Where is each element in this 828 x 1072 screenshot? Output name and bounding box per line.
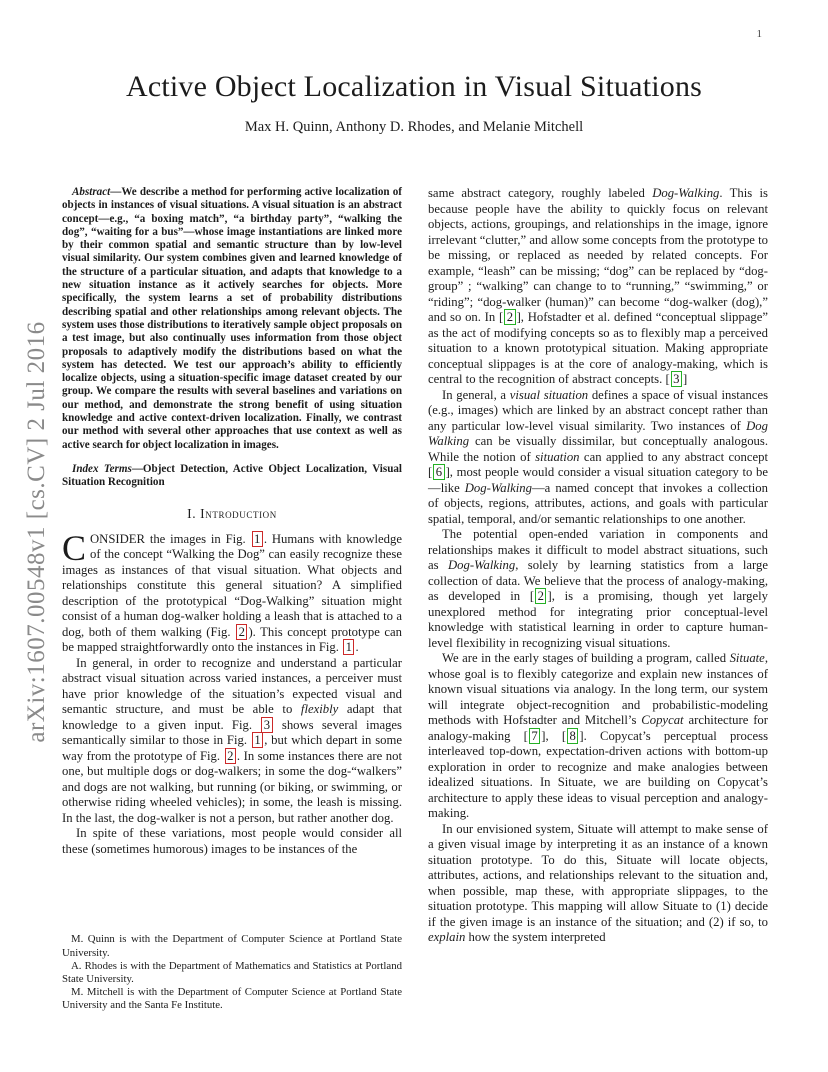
text-run: how the system interpreted	[465, 930, 606, 944]
text-run: Index Terms	[72, 462, 132, 475]
body-paragraph-2	[428, 388, 768, 528]
author-footnotes	[62, 933, 402, 1012]
intro-paragraph-1	[62, 527, 403, 656]
figure-ref-link[interactable]: 1	[252, 732, 263, 748]
text-run: , whose goal is to flexibly categorize and explain new instances of known visual situations via analogy. In the long term, our system will integrate object-recognition and probabilistic-modeling methods with Hofstadter and Mitchell’s	[428, 651, 768, 727]
text-run: .	[355, 640, 359, 655]
left-column	[62, 186, 402, 1012]
paper-header	[0, 70, 828, 136]
citation-link[interactable]: 8	[567, 728, 578, 744]
text-run: Situate	[729, 651, 765, 665]
citation-link[interactable]: 3	[671, 371, 682, 387]
text-run: explain	[428, 930, 466, 944]
text-run: can be visually dissimilar, but conceptually analogous. While the notion of	[428, 434, 768, 464]
citation-link[interactable]: 7	[529, 728, 540, 744]
citation-link[interactable]: 2	[535, 588, 546, 604]
text-run: . Humans with knowledge of the concept “Walking the Dog” can easily recognize these images as instances of that visual situation. What objects and relationships constitute this general situation? A simplified description of the prototypical “Dog-Walking” situation might consist of a human dog-walker holding a leash that is attached to a dog, both of them walking (Fig.	[62, 531, 403, 639]
text-run: —a named concept that invokes a collection of objects, regions, attributes, actions, and goals with particular spatial, temporal, and/or semantic relationships to one another.	[428, 480, 768, 526]
text-run: The potential open-ended variation in components and relationships makes it difficult to model abstract situations, such as	[428, 527, 768, 572]
text-run: shows several images semantically similar to those in Fig.	[62, 717, 402, 748]
paper-title: Active Object Localization in Visual Situations	[125, 70, 703, 103]
text-run: ], [	[541, 728, 567, 743]
body-paragraph-1	[428, 186, 768, 388]
text-run: Copycat	[641, 713, 684, 727]
body-paragraph-5	[428, 822, 768, 946]
figure-ref-link[interactable]: 3	[261, 717, 272, 733]
intro-paragraph-2	[62, 656, 402, 827]
text-run: In general, a	[442, 387, 510, 402]
text-run: same abstract category, roughly labeled	[428, 186, 653, 200]
text-run: , solely by learning statistics from a large collection of data. We believe that the process of analogy-making, as developed in [	[428, 558, 768, 603]
text-run: . In some instances there are not one, but multiple dogs or dog-walkers; in some the dog-“walkers” and dogs are not walking, but running (or biking, or swimming, or otherwise riding wheeled vehicles); in some, the leash is missing. In the last, the dog-walker is not a person, but rather another dog.	[62, 748, 402, 825]
text-run: Abstract	[72, 186, 111, 198]
figure-ref-link[interactable]: 2	[236, 624, 247, 640]
index-terms	[62, 463, 402, 490]
text-run: Dog-Walking	[464, 480, 532, 495]
citation-link[interactable]: 2	[504, 309, 515, 325]
paper-authors: Max H. Quinn, Anthony D. Rhodes, and Melanie Mitchell	[244, 119, 584, 135]
text-run: ]. Copycat’s perceptual process interleaved top-down, expectation-driven actions with bottom-up exploration in order to recognize and make analogies between idealized situations. In Situate, we are building on Copycat’s architecture to apply these ideas to visual perception and analogy-making.	[428, 728, 769, 820]
text-run: ONSIDER the images in Fig.	[90, 531, 251, 546]
text-run: can applied to any abstract concept [	[428, 449, 768, 479]
text-run: visual situation	[509, 387, 589, 402]
text-run: defines a space of visual instances (e.g., images) which are linked by an abstract concept rather than any particular low-level visual similarity. Two instances of	[428, 387, 769, 433]
text-run: Dog Walking	[428, 418, 768, 448]
text-run: In spite of these variations, most people would consider all these (sometimes humorous) images to be instances of the	[62, 826, 402, 856]
text-run: ). This concept prototype can be mapped straightforwardly onto the instances in Fig.	[62, 624, 402, 655]
body-paragraph-3	[428, 527, 768, 651]
text-run: situation	[535, 449, 580, 464]
text-run: adapt that knowledge to a given input. Fig.	[62, 702, 402, 732]
text-run: ], is a promising, though yet largely unexplored method for integrating prior conceptual-level knowledge with statistical learning in order to capture human-level flexibility in recognizing visual situations.	[428, 589, 768, 650]
text-run: architecture for analogy-making [	[428, 713, 769, 743]
figure-ref-link[interactable]: 1	[343, 639, 354, 655]
text-run: We are in the early stages of building a program, called	[442, 651, 730, 665]
text-run: Dog-Walking	[652, 186, 720, 200]
text-run: —Object Detection, Active Object Localization, Visual Situation Recognition	[62, 462, 402, 489]
footnote-rhodes: A. Rhodes is with the Department of Mathematics and Statistics at Portland State University.	[62, 959, 402, 985]
citation-link[interactable]: 6	[433, 464, 444, 480]
figure-ref-link[interactable]: 1	[252, 531, 263, 547]
intro-paragraph-3	[62, 826, 402, 857]
abstract	[62, 186, 402, 452]
arxiv-watermark: arXiv:1607.00548v1 [cs.CV] 2 Jul 2016	[23, 321, 50, 743]
text-run: . This is because people have the ability to quickly focus on relevant objects, actions, groupings, and relationships in the image, ignore irrelevant “clutter,” and allow some concepts from the prototype to be missing, or replaced as needed by related concepts. For example, “leash” can be missing; “dog” can be replaced by “dog-group” ; “walking” can change to to “running,” “swimming,” or “riding”; “dog-walker (human)” can become “dog-walker (dog),” and so on. In [	[428, 186, 768, 324]
text-run: ], most people would consider a visual situation category to be—like	[428, 465, 768, 495]
page-number: 1	[756, 28, 762, 40]
right-column	[428, 186, 768, 946]
text-run: flexibly	[300, 702, 339, 717]
text-run: In general, in order to recognize and understand a particular abstract visual situation across varied instances, a perceiver must have prior knowledge of the situation’s expected visual and semantic structure, and must be able to	[62, 655, 402, 717]
text-run: ], Hofstadter et al. defined “conceptual slippage” as the act of modifying concepts so as to flexibly map a perceived situation to a known prototypical situation. Making appropriate conceptual slippages is at the core of analogy-making, which is central to the recognition of abstract concepts. [	[428, 310, 768, 386]
text-run: , but which depart in some way from the prototype of Fig.	[62, 733, 402, 763]
text-run: —We describe a method for performing active localization of objects in instances of visual situations. A visual situation is an abstract concept—e.g., “a boxing match”, “a birthday party”, “walking the dog”, “waiting for a bus”—whose image instantiations are linked more by their common spatial and semantic structure than by low-level visual similarity. Our system combines given and learned knowledge of the structure of a particular situation, and adapts that knowledge to a new situation instance as it actively searches for objects. More specifically, the system learns a set of probability distributions describing spatial and other relationships among relevant objects. The system uses those distributions to iteratively sample object proposals on a test image, but also continually uses information from those object proposals to adaptively modify the distributions based on what the system has detected. We test our approach’s ability to efficiently localize objects, using a situation-specific image dataset created by our group. We compare the results with several baselines and variations on our method, and demonstrate the strong benefit of using situation knowledge and active context-driven localization. Finally, we contrast our method with several other approaches that use context as well as active search for object localization in images.	[62, 186, 402, 451]
drop-cap: C	[62, 527, 87, 568]
figure-ref-link[interactable]: 2	[225, 748, 236, 764]
text-run: In our envisioned system, Situate will attempt to make sense of a given visual image by interpreting it as an instance of a known situation prototype. To do this, Situate will locate objects, attributes, actions, and relationships relevant to the situation and, when possible, map these, with appropriate slippages, to the situation prototype. This mapping will allow Situate to (1) decide if the given image is an instance of the situation; and (2) if so, to	[428, 821, 768, 929]
section-heading-introduction: I. Introduction	[187, 505, 277, 521]
text-run: Dog-Walking	[448, 558, 516, 572]
footnote-quinn: M. Quinn is with the Department of Computer Science at Portland State University.	[62, 933, 402, 959]
text-run: ]	[683, 372, 688, 386]
body-paragraph-4	[428, 651, 768, 822]
footnote-mitchell: M. Mitchell is with the Department of Computer Science at Portland State University and the Santa Fe Institute.	[62, 985, 402, 1011]
